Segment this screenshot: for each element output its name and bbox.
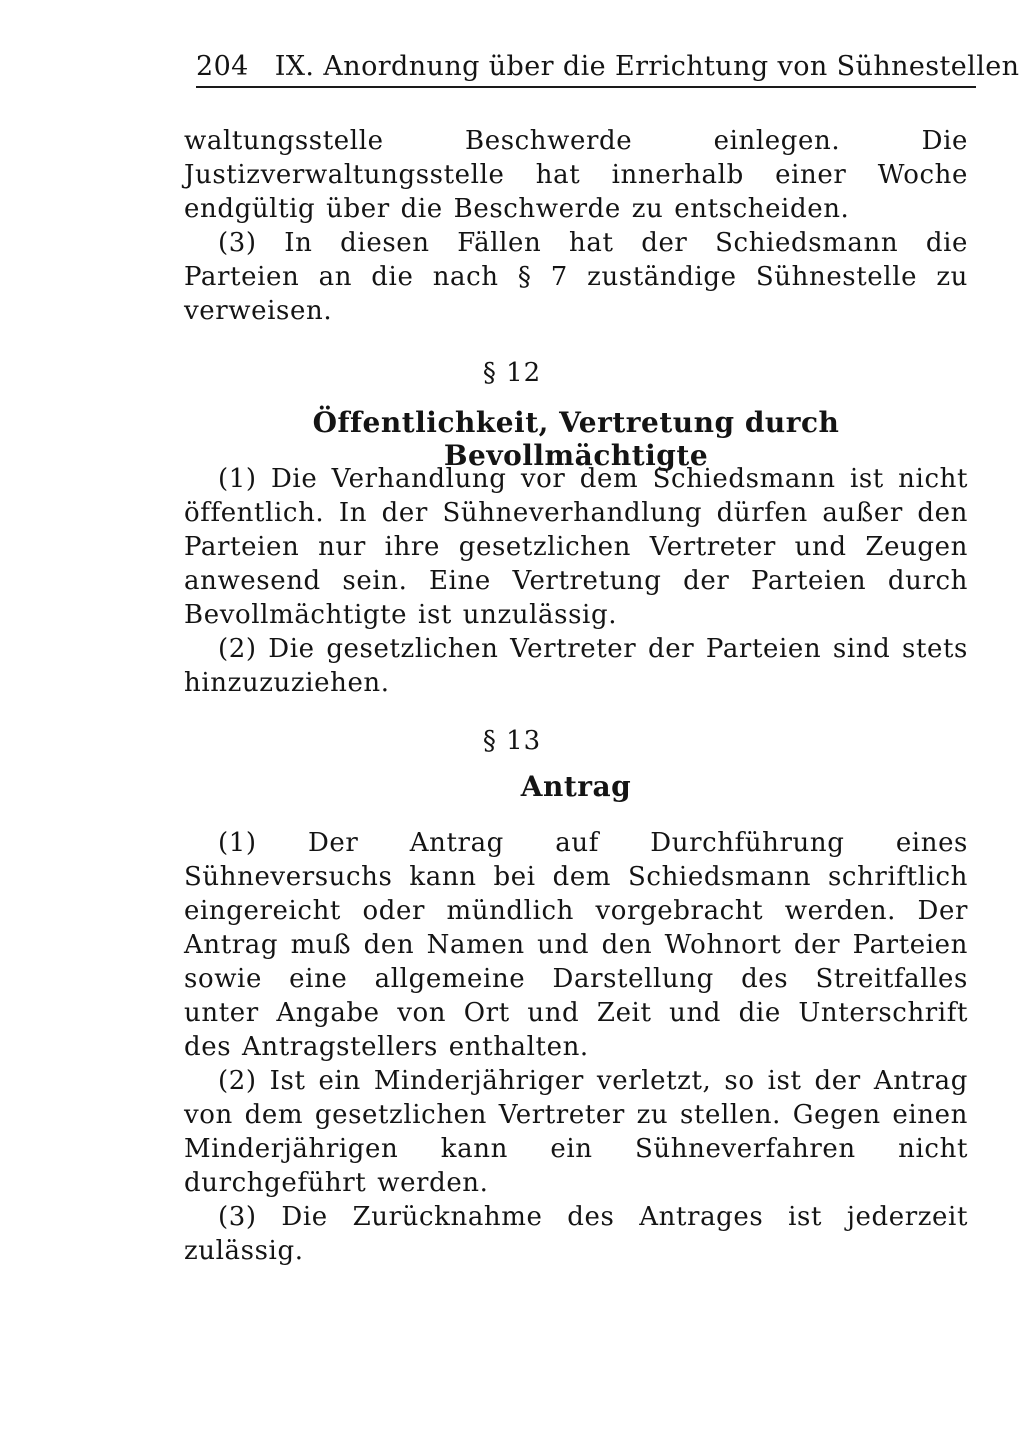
page-number: 204 xyxy=(196,51,249,82)
section-11-continuation xyxy=(184,124,968,328)
paragraph-3: (3) Die Zurücknahme des Antrages ist jederzeit zulässig. xyxy=(184,1202,968,1266)
section-13-number: § 13 xyxy=(482,726,542,756)
paragraph-1: (1) Die Verhandlung vor dem Schiedsmann ist nicht öffentlich. In der Sühneverhandlung dürfen außer den Parteien nur ihre gesetzlichen Vertreter und Zeugen anwesend sein. Eine Vertretung der Parteien durch Bevollmächtigte ist unzulässig. xyxy=(184,464,968,630)
paragraph-3: (3) In diesen Fällen hat der Schiedsmann die Parteien an die nach § 7 zuständige Sühnestelle zu verweisen. xyxy=(184,228,968,326)
paragraph-1: (1) Der Antrag auf Durchführung eines Sühneversuchs kann bei dem Schiedsmann schriftlich eingereicht oder mündlich vorgebracht werden. Der Antrag muß den Namen und den Wohnort der Parteien sowie eine allgemeine Darstellung des Streitfalles unter Angabe von Ort und Zeit und die Unterschrift des Antragstellers enthalten. xyxy=(184,828,968,1062)
chapter-title: IX. Anordnung über die Errichtung von Sühnestellen xyxy=(274,51,1020,82)
section-13-title: Antrag xyxy=(520,770,632,803)
paragraph-2: (2) Die gesetzlichen Vertreter der Parteien sind stets hinzuzuziehen. xyxy=(184,634,968,698)
section-12-number: § 12 xyxy=(482,358,542,388)
section-13-body xyxy=(184,826,968,1268)
paragraph-continued: waltungsstelle Beschwerde einlegen. Die Justizverwaltungsstelle hat innerhalb einer Woche endgültig über die Beschwerde zu entscheiden. xyxy=(184,126,968,224)
page-header xyxy=(196,44,1020,88)
section-12-body xyxy=(184,462,968,700)
paragraph-2: (2) Ist ein Minderjähriger verletzt, so ist der Antrag von dem gesetzlichen Vertreter zu stellen. Gegen einen Minderjährigen kann ein Sühneverfahren nicht durchgeführt werden. xyxy=(184,1066,968,1198)
section-12-title: Öffentlichkeit, Vertretung durch Bevollmächtigte xyxy=(312,406,840,472)
